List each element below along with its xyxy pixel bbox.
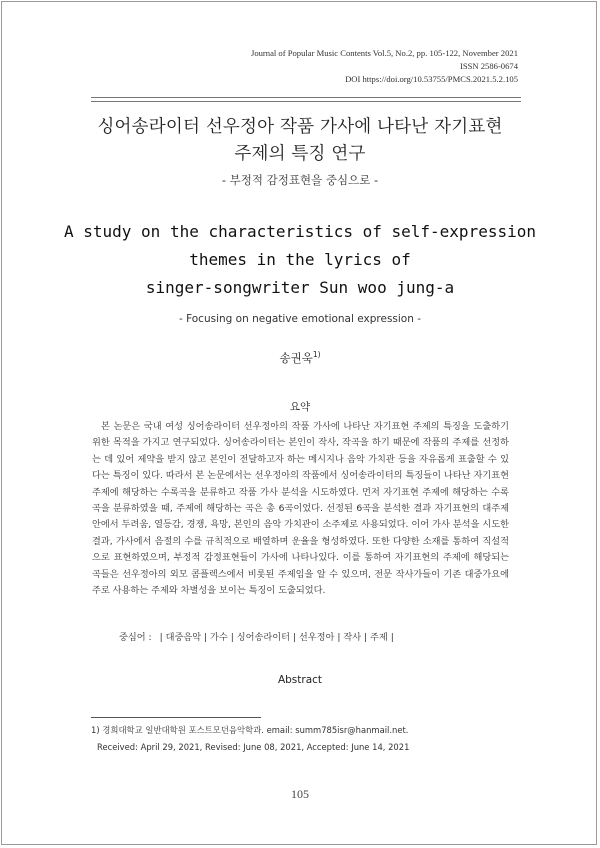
- journal-citation: Journal of Popular Music Contents Vol.5, No.2, pp. 105-122, November 2021: [250, 48, 518, 58]
- korean-abstract-heading: 요약: [289, 401, 311, 413]
- korean-title-line-2: 주제의 특징 연구: [234, 144, 366, 164]
- author-line: [0, 350, 600, 366]
- footnote-affiliation: 1) 경희대학교 일반대학원 포스트모던음악학과. email: summ785isr@hanmail.net.: [91, 725, 409, 735]
- korean-subtitle: - 부정적 감정표현을 중심으로 -: [221, 173, 379, 187]
- english-title-line-1: A study on the characteristics of self-expression: [63, 222, 536, 241]
- journal-info: [251, 47, 518, 86]
- keywords: [119, 629, 394, 643]
- author-footnote-mark: 1): [312, 350, 321, 360]
- korean-abstract-body: 본 논문은 국내 여성 싱어송라이터 선우정아의 작품 가사에 나타난 자기표현 주제의 특징을 도출하기 위한 목적을 가지고 연구되었다. 싱어송라이터는 본인이 작사, 작곡을 하기 때문에 작품의 주제를 선정하는 데 있어 제약을 받지 않고 본인이 전달하고자 하는 메시지나 음악 가치관 등을 자유롭게 표출할 수 있다는 특징이 있다. 따라서 본 논문에서는 선우정아의 작품에서 싱어송라이터의 특징들이 나타난 자기표현 주제에 해당하는 수록곡을 분류하고 작품 가사 분석을 시도하였다. 먼저 자기표현 주제에 해당하는 수록곡을 분류하였을 때, 주제에 해당하는 곡은 총 6곡이었다. 선정된 6곡을 분석한 결과 자기표현의 대주제 안에서 두려움, 열등감, 경쟁, 욕망, 본인의 음악 가치관이 소주제로 사용되었다. 이어 가사 분석을 시도한 결과, 가사에서 음절의 수를 규칙적으로 배열하며 운율을 형성하였다. 또한 다양한 소재를 통하여 직설적으로 표현하였으며, 부정적 감정표현들이 가사에 나타나있다. 이를 통하여 자기표현의 주제에 해당되는 곡들은 선우정아의 외모 콤플렉스에서 비롯된 주제임을 알 수 있으며, 전문 작사가들이 기존 대중가요에 주로 사용하는 주제와 차별성을 보이는 특징이 도출되었다.: [92, 421, 509, 597]
- korean-title-line-1: 싱어송라이터 선우정아 작품 가사에 나타난 자기표현: [97, 117, 503, 137]
- title-rule-bottom: [91, 101, 521, 102]
- keywords-list: | 대중음악 | 가수 | 싱어송라이터 | 선우정아 | 작사 | 주제 |: [159, 632, 394, 643]
- english-abstract-heading: Abstract: [277, 674, 323, 686]
- footnote: [91, 722, 531, 756]
- english-title-line-3: singer-songwriter Sun woo jung-a: [145, 278, 455, 297]
- english-title-line-2: themes in the lyrics of: [189, 250, 411, 269]
- title-rule-top: [91, 97, 521, 98]
- author-name: 송권욱: [279, 351, 313, 365]
- journal-issn: ISSN 2586-0674: [459, 61, 518, 71]
- journal-doi: DOI https://doi.org/10.53755/PMCS.2021.5.2.105: [345, 74, 518, 84]
- english-subtitle: - Focusing on negative emotional expression -: [178, 313, 422, 325]
- footnote-rule: [91, 717, 261, 718]
- footnote-dates: Received: April 29, 2021, Revised: June 08, 2021, Accepted: June 14, 2021: [97, 742, 410, 752]
- page-number: 105: [291, 787, 309, 801]
- keywords-label: 중심어 :: [119, 632, 152, 643]
